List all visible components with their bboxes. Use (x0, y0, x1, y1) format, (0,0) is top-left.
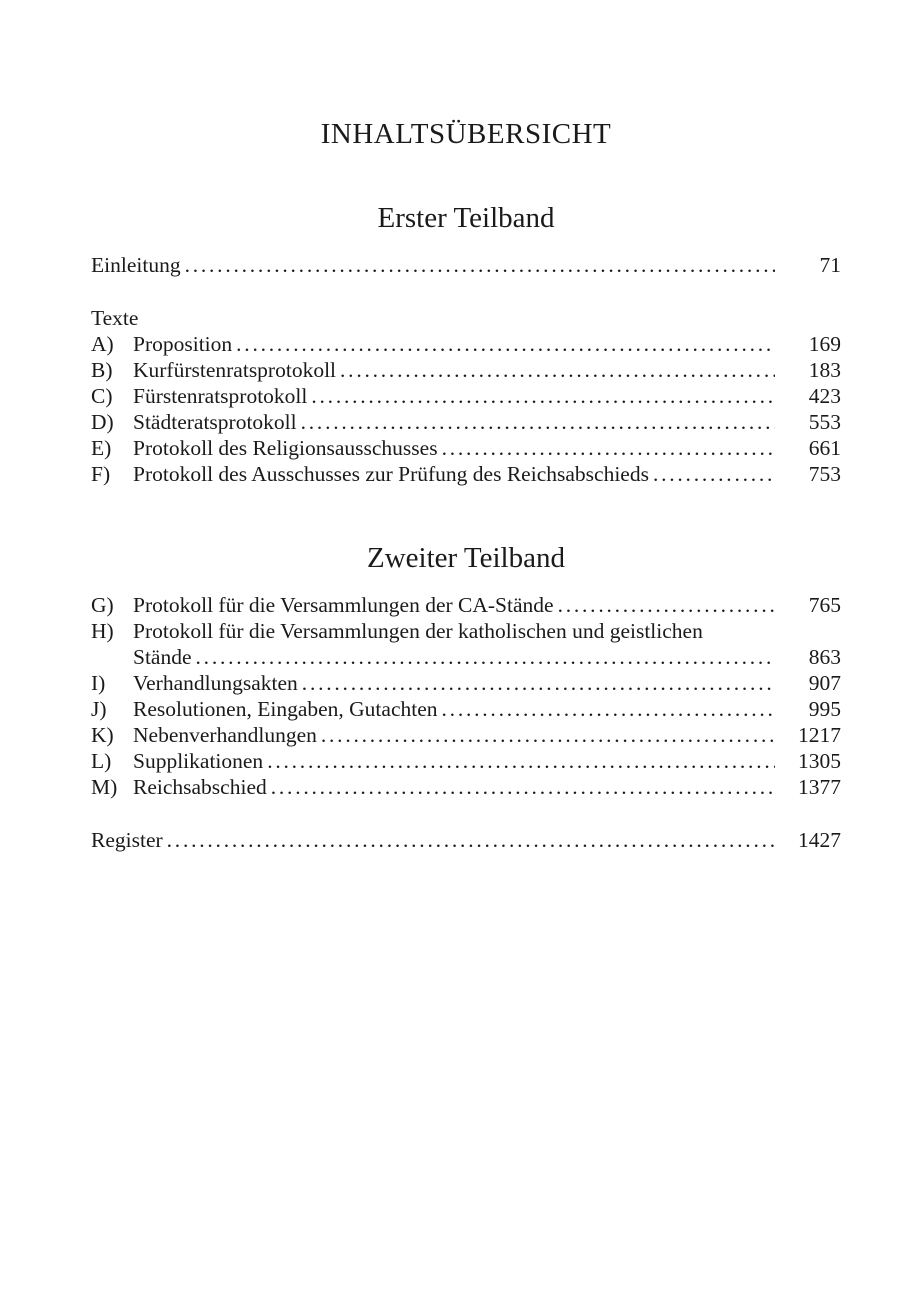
toc-entry-h-line1[interactable] (91, 618, 841, 644)
toc-entry-label: Resolutionen, Eingaben, Gutachten (133, 697, 438, 721)
toc-entry-letter: J) (91, 697, 107, 721)
volume1-heading: Erster Teilband (377, 202, 555, 234)
toc-entry-e[interactable] (91, 435, 841, 461)
toc-entry-label: Städteratsprotokoll (133, 410, 297, 434)
leader-dots (185, 252, 775, 278)
toc-entry-page: 1377 (798, 775, 841, 799)
toc-entry-page: 169 (808, 332, 841, 356)
toc-entry-f[interactable] (91, 461, 841, 487)
toc-entry-letter: M) (91, 775, 118, 799)
toc-entry-g[interactable] (91, 592, 841, 618)
toc-entry-label: Protokoll für die Versammlungen der CA-Stände (133, 593, 554, 617)
toc-entry-d[interactable] (91, 409, 841, 435)
toc-entry-letter: I) (91, 671, 106, 695)
leader-dots (267, 748, 775, 774)
toc-entry-label: Fürstenratsprotokoll (133, 384, 308, 408)
leader-dots (442, 435, 775, 461)
leader-dots (311, 383, 775, 409)
toc-entry-page: 907 (808, 671, 841, 695)
toc-entry-label: Proposition (133, 332, 233, 356)
toc-entry-i[interactable] (91, 670, 841, 696)
toc-entry-label: Reichsabschied (133, 775, 267, 799)
toc-entry-label: Kurfürstenratsprotokoll (133, 358, 337, 382)
toc-entry-letter: A) (91, 332, 114, 356)
leader-dots (442, 696, 775, 722)
toc-entry-page: 71 (819, 253, 841, 277)
toc-entry-label: Register (91, 828, 163, 852)
toc-entry-label-cont: Stände (133, 645, 192, 669)
leader-dots (236, 331, 775, 357)
toc-entry-register[interactable] (91, 827, 841, 853)
toc-entry-letter: B) (91, 358, 113, 382)
toc-entry-m[interactable] (91, 774, 841, 800)
toc-entry-page: 661 (808, 436, 841, 460)
toc-entry-label: Protokoll des Religionsausschusses (133, 436, 438, 460)
toc-entry-page: 863 (808, 645, 841, 669)
toc-entry-label: Einleitung (91, 253, 181, 277)
page-title: INHALTSÜBERSICHT (320, 118, 612, 150)
volume2-heading: Zweiter Teilband (367, 542, 565, 574)
toc-entry-page: 553 (808, 410, 841, 434)
toc-entry-label: Nebenverhandlungen (133, 723, 317, 747)
toc-entry-c[interactable] (91, 383, 841, 409)
leader-dots (196, 644, 775, 670)
toc-entry-letter: F) (91, 462, 111, 486)
toc-entry-letter: H) (91, 619, 114, 643)
toc-entry-page: 1305 (798, 749, 841, 773)
toc-entry-h-line2[interactable] (91, 644, 841, 670)
toc-entry-b[interactable] (91, 357, 841, 383)
toc-entry-page: 183 (808, 358, 841, 382)
leader-dots (271, 774, 775, 800)
toc-entry-letter: E) (91, 436, 112, 460)
toc-entry-einleitung[interactable] (91, 252, 841, 278)
toc-entry-label: Protokoll des Ausschusses zur Prüfung des Reichsabschieds (133, 462, 649, 486)
texte-label: Texte (91, 306, 139, 330)
toc-entry-a[interactable] (91, 331, 841, 357)
toc-entry-page: 765 (808, 593, 841, 617)
leader-dots (558, 592, 775, 618)
leader-dots (340, 357, 775, 383)
toc-entry-page: 1427 (798, 828, 841, 852)
toc-entry-letter: D) (91, 410, 114, 434)
toc-entry-letter: G) (91, 593, 114, 617)
leader-dots (653, 461, 775, 487)
leader-dots (302, 670, 775, 696)
leader-dots (321, 722, 775, 748)
toc-entry-k[interactable] (91, 722, 841, 748)
toc-entry-letter: L) (91, 749, 112, 773)
toc-entry-page: 423 (808, 384, 841, 408)
toc-entry-l[interactable] (91, 748, 841, 774)
toc-entry-page: 1217 (798, 723, 841, 747)
toc-entry-j[interactable] (91, 696, 841, 722)
toc-entry-letter: C) (91, 384, 113, 408)
leader-dots (167, 827, 775, 853)
toc-entry-letter: K) (91, 723, 114, 747)
toc-entry-label: Verhandlungsakten (133, 671, 298, 695)
toc-entry-page: 753 (808, 462, 841, 486)
toc-entry-label: Supplikationen (133, 749, 264, 773)
toc-entry-page: 995 (808, 697, 841, 721)
toc-entry-label: Protokoll für die Versammlungen der katholischen und geistlichen (133, 619, 703, 643)
leader-dots (301, 409, 775, 435)
